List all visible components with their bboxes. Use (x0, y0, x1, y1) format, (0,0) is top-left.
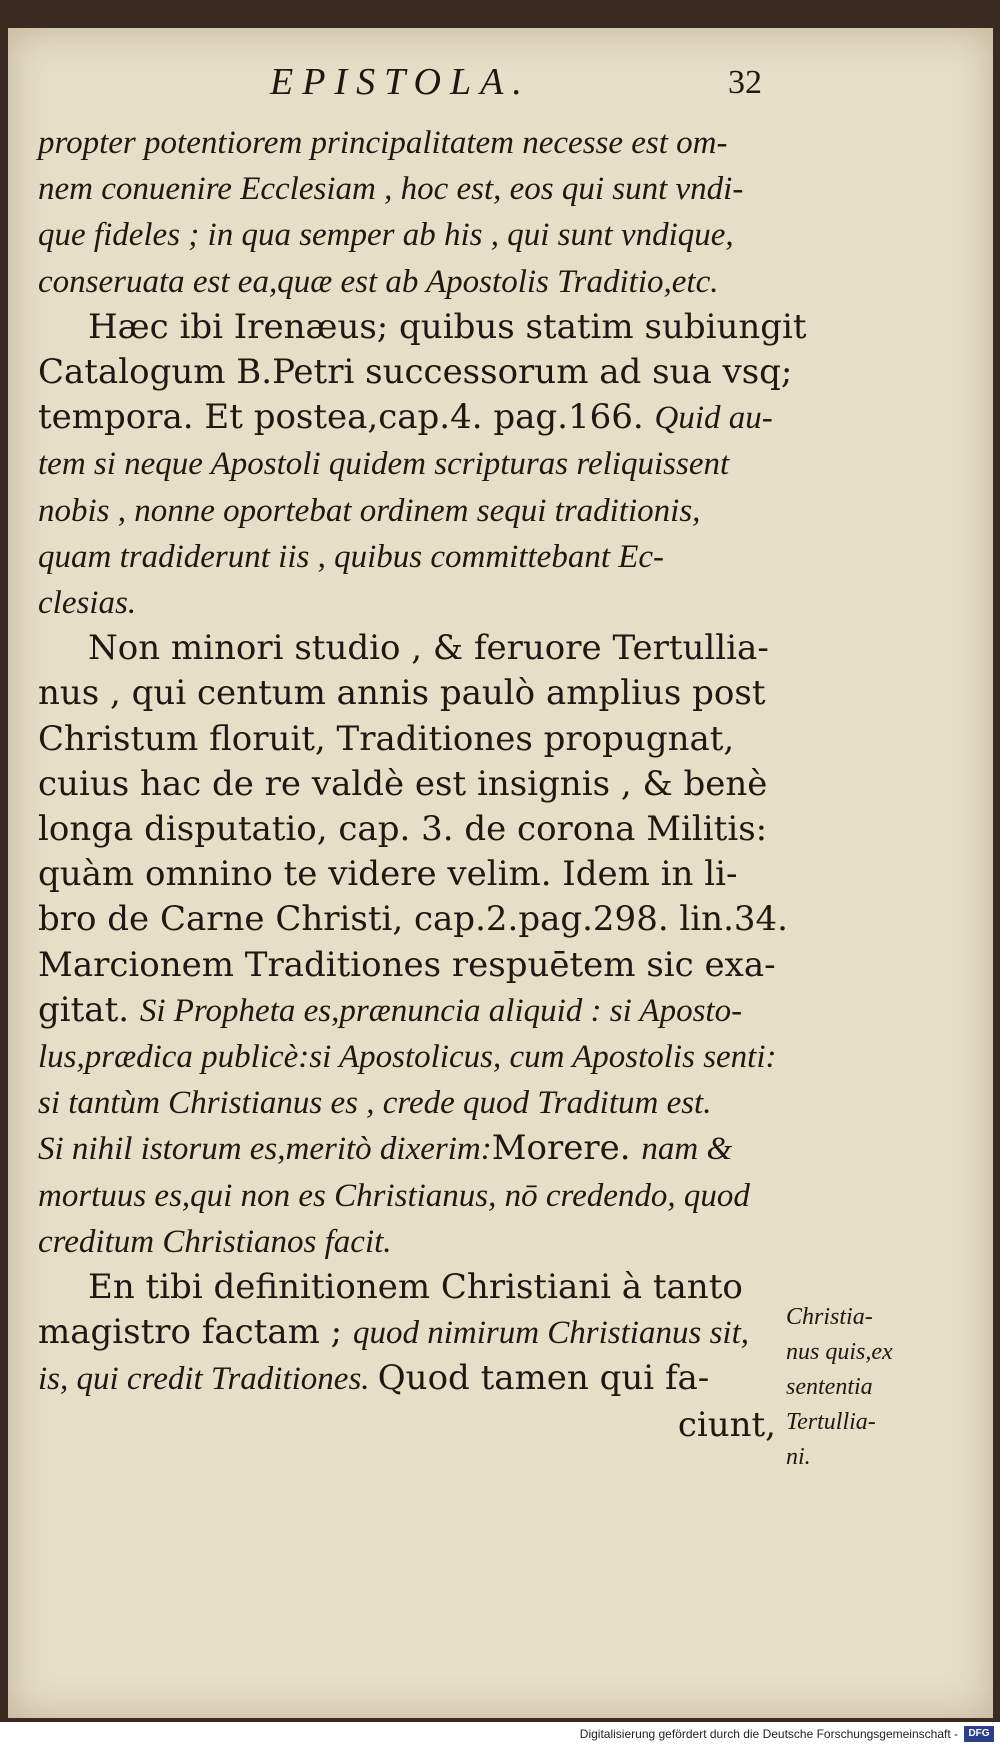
roman-run: Catalogum B.Petri successorum ad sua vsq; (38, 352, 793, 393)
text-line (38, 441, 778, 487)
text-line (38, 1126, 778, 1172)
paragraph (38, 120, 778, 305)
text-line (38, 212, 778, 258)
running-title: EPISTOLA. (270, 61, 531, 103)
page-number: 32 (728, 64, 762, 101)
text-line (38, 1080, 778, 1126)
italic-run: lus,prædica publicè:si Apostolicus, cum Apostolis senti: (38, 1039, 777, 1076)
italic-run: propter potentiorem principalitatem necesse est om- (38, 125, 728, 161)
italic-run: tem si neque Apostoli quidem scripturas reliquissent (38, 446, 730, 483)
roman-run: Non minori studio , & feruore Tertullia- (88, 628, 769, 669)
italic-run: creditum Christianos facit. (38, 1223, 392, 1260)
italic-run: si tantùm Christianus es , crede quod Traditum est. (38, 1085, 712, 1122)
roman-run: Morere. (491, 1128, 642, 1169)
italic-run: Si Propheta es,prænuncia aliquid : si Aposto- (139, 992, 743, 1029)
roman-run: tempora. Et postea,cap.4. pag.166. (38, 397, 655, 438)
italic-run: is, qui credit Traditiones. (38, 1361, 378, 1398)
italic-run: mortuus es,qui non es Christianus, nō credendo, quod (38, 1177, 750, 1214)
marginal-note-line: sententia (786, 1374, 873, 1400)
roman-run: bro de Carne Christi, cap.2.pag.298. lin.34. (38, 899, 788, 940)
text-line (38, 1403, 778, 1448)
roman-run: magistro factam ; (38, 1312, 353, 1353)
text-line (38, 807, 778, 852)
text-line (38, 943, 778, 988)
text-line (38, 626, 778, 671)
marginal-note (786, 1300, 956, 1475)
roman-run: longa disputatio, cap. 3. de corona Militis: (38, 809, 768, 850)
roman-run: ciunt, (677, 1404, 776, 1445)
marginal-note-line: nus quis,ex (786, 1339, 893, 1365)
text-line (38, 1034, 778, 1080)
body-text (38, 120, 807, 1448)
text-line (38, 897, 788, 942)
text-line (38, 488, 778, 534)
italic-run: Si nihil istorum es,meritò dixerim: (38, 1131, 492, 1168)
text-line (38, 1219, 778, 1265)
text-line (38, 120, 778, 166)
italic-run: Quid au- (654, 400, 773, 437)
italic-run: nam & (641, 1131, 733, 1168)
text-block (38, 60, 807, 1448)
italic-run: que fideles ; in qua semper ab his , qui sunt vndique, (38, 217, 734, 254)
text-line (38, 762, 778, 807)
roman-run: Quod tamen qui fa- (377, 1358, 710, 1399)
paragraph (38, 626, 788, 1265)
footer-bar (0, 1722, 1000, 1748)
text-line (38, 350, 793, 395)
text-line (38, 395, 778, 441)
roman-run: cuius hac de re valdè est insignis , & benè (38, 763, 768, 804)
text-line (38, 1173, 778, 1219)
italic-run: nem conuenire Ecclesiam , hoc est, eos qui sunt vndi- (38, 171, 744, 208)
italic-run: nobis , nonne oportebat ordinem sequi traditionis, (38, 492, 701, 529)
text-line (38, 1265, 778, 1310)
roman-run: gitat. (38, 989, 140, 1030)
italic-run: quod nimirum Christianus sit, (352, 1315, 750, 1352)
text-line (38, 988, 778, 1034)
roman-run: Marcionem Traditiones respuētem sic exa- (38, 944, 776, 985)
footer-credit: Digitalisierung gefördert durch die Deutsche Forschungsgemeinschaft - (579, 1727, 958, 1741)
paragraph (38, 305, 807, 626)
text-line (38, 717, 778, 762)
text-line (38, 1310, 778, 1356)
italic-run: conseruata est ea,quæ est ab Apostolis Traditio,etc. (38, 263, 719, 300)
dfg-logo: DFG (964, 1726, 994, 1742)
marginal-note-line: Christia- (786, 1304, 873, 1330)
marginal-note-line: Tertullia- (786, 1409, 876, 1435)
marginal-note-line: ni. (786, 1444, 811, 1470)
italic-run: quam tradiderunt iis , quibus committebant Ec- (38, 538, 665, 575)
italic-run: clesias. (38, 585, 137, 622)
paragraph (38, 1265, 778, 1448)
text-line (38, 166, 778, 212)
roman-run: Hæc ibi Irenæus; quibus statim subiungit (88, 306, 807, 347)
roman-run: quàm omnino te videre velim. Idem in li- (38, 854, 738, 895)
roman-run: nus , qui centum annis paulò amplius post (38, 673, 766, 714)
text-line (38, 305, 807, 350)
text-line (38, 671, 778, 716)
roman-run: En tibi definitionem Christiani à tanto (88, 1267, 743, 1308)
roman-run: Christum floruit, Traditiones propugnat, (38, 718, 735, 759)
text-line (38, 852, 778, 897)
text-line (38, 534, 778, 580)
text-line (38, 259, 778, 305)
text-line (38, 580, 778, 626)
running-head (38, 60, 778, 120)
text-line (38, 1356, 778, 1402)
